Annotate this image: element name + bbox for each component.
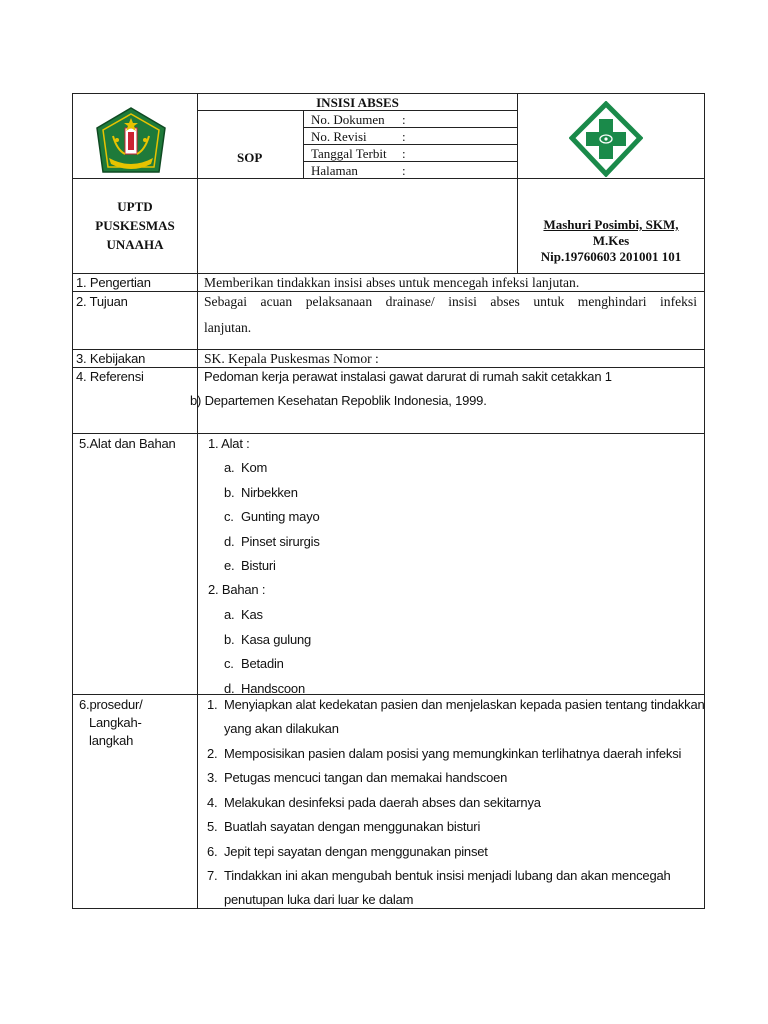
step-text-continuation: yang akan dilakukan	[224, 721, 339, 736]
label-pengertian: 1. Pengertian	[76, 275, 151, 290]
label-kebijakan: 3. Kebijakan	[76, 351, 146, 366]
org-name-line1: UPTD	[117, 199, 153, 214]
word: drainase/	[385, 294, 435, 309]
signer-degree: M.Kes	[592, 233, 630, 248]
field-tanggal-terbit: Tanggal Terbit	[311, 146, 387, 161]
field-colon: :	[402, 163, 406, 178]
word: Sebagai	[204, 294, 248, 309]
text-referensi-line2: b) Departemen Kesehatan Repoblik Indonesia, 1999.	[190, 393, 487, 408]
field-halaman: Halaman	[311, 163, 358, 178]
alat-item-marker: d.	[224, 533, 235, 549]
word: infeksi	[660, 294, 697, 309]
step-text-continuation: penutupan luka dari luar ke dalam	[224, 892, 414, 907]
text-referensi-line1: Pedoman kerja perawat instalasi gawat darurat di rumah sakit cetakkan 1	[204, 369, 612, 384]
step-number: 4.	[207, 795, 218, 810]
step-text: Melakukan desinfeksi pada daerah abses dan sekitarnya	[224, 795, 541, 810]
bahan-title: 2. Bahan :	[208, 582, 266, 597]
step-number: 7.	[207, 868, 218, 883]
word: abses	[490, 294, 520, 309]
text-tujuan-line1	[204, 294, 697, 309]
signer-name: Mashuri Posimbi, SKM,	[543, 217, 679, 232]
field-colon: :	[402, 112, 406, 127]
step-number: 6.	[207, 844, 218, 859]
bahan-item-marker: b.	[224, 631, 235, 647]
label-prosedur-line2: Langkah-	[89, 715, 142, 730]
text-kebijakan: SK. Kepala Puskesmas Nomor :	[204, 351, 379, 366]
step-number: 5.	[207, 819, 218, 834]
label-prosedur-line3: langkah	[89, 733, 134, 748]
alat-item: Gunting mayo	[241, 509, 320, 524]
bahan-item-marker: c.	[224, 656, 234, 671]
org-name-line3: UNAAHA	[106, 237, 164, 252]
step-text: Tindakkan ini akan mengubah bentuk insisi menjadi lubang dan akan mencegah	[224, 868, 671, 883]
field-colon: :	[402, 129, 406, 144]
field-no-dokumen: No. Dokumen	[311, 112, 385, 127]
word: untuk	[533, 294, 565, 309]
regional-emblem-icon	[95, 106, 167, 176]
alat-item: Nirbekken	[241, 484, 298, 500]
label-referensi: 4. Referensi	[76, 369, 144, 384]
step-text: Memposisikan pasien dalam posisi yang memungkinkan terlihatnya daerah infeksi	[224, 746, 682, 761]
label-tujuan: 2. Tujuan	[76, 294, 128, 309]
bahan-item-marker: a.	[224, 607, 235, 622]
alat-item-marker: a.	[224, 460, 235, 475]
document-title: INSISI ABSES	[316, 95, 399, 110]
bahan-item: Handscoon	[241, 680, 305, 696]
step-text: Buatlah sayatan dengan menggunakan bisturi	[224, 819, 481, 834]
bahan-item: Betadin	[241, 656, 284, 671]
text-pengertian: Memberikan tindakkan insisi abses untuk mencegah infeksi lanjutan.	[204, 275, 580, 290]
word: acuan	[260, 294, 293, 309]
alat-item-marker: b.	[224, 484, 235, 500]
alat-title: 1. Alat :	[208, 436, 250, 451]
org-name-line2: PUSKESMAS	[95, 218, 175, 233]
sop-label: SOP	[237, 150, 263, 165]
alat-item-marker: e.	[224, 558, 235, 573]
step-text: Menyiapkan alat kedekatan pasien dan menjelaskan kepada pasien tentang tindakkan	[224, 697, 705, 712]
step-text: Jepit tepi sayatan dengan menggunakan pinset	[224, 844, 488, 859]
step-number: 2.	[207, 746, 218, 761]
alat-item: Bisturi	[241, 558, 276, 573]
alat-item-marker: c.	[224, 509, 234, 524]
label-alat-bahan: 5.Alat dan Bahan	[79, 436, 176, 451]
field-no-revisi: No. Revisi	[311, 129, 367, 144]
word: menghindari	[577, 294, 647, 309]
bahan-item: Kasa gulung	[241, 631, 312, 647]
alat-item: Pinset sirurgis	[241, 533, 320, 549]
label-prosedur-line1: 6.prosedur/	[79, 697, 143, 712]
puskesmas-cross-icon	[569, 101, 643, 177]
step-number: 1.	[207, 697, 218, 712]
step-text: Petugas mencuci tangan dan memakai handscoen	[224, 770, 508, 785]
signer-nip: Nip.19760603 201001 101	[540, 249, 682, 264]
bahan-item: Kas	[241, 607, 263, 622]
field-colon: :	[402, 146, 406, 161]
bahan-item-marker: d.	[224, 680, 235, 696]
word: pelaksanaan	[305, 294, 373, 309]
text-tujuan-line2: lanjutan.	[204, 320, 252, 335]
step-number: 3.	[207, 770, 218, 785]
alat-item: Kom	[241, 460, 268, 475]
word: insisi	[448, 294, 477, 309]
